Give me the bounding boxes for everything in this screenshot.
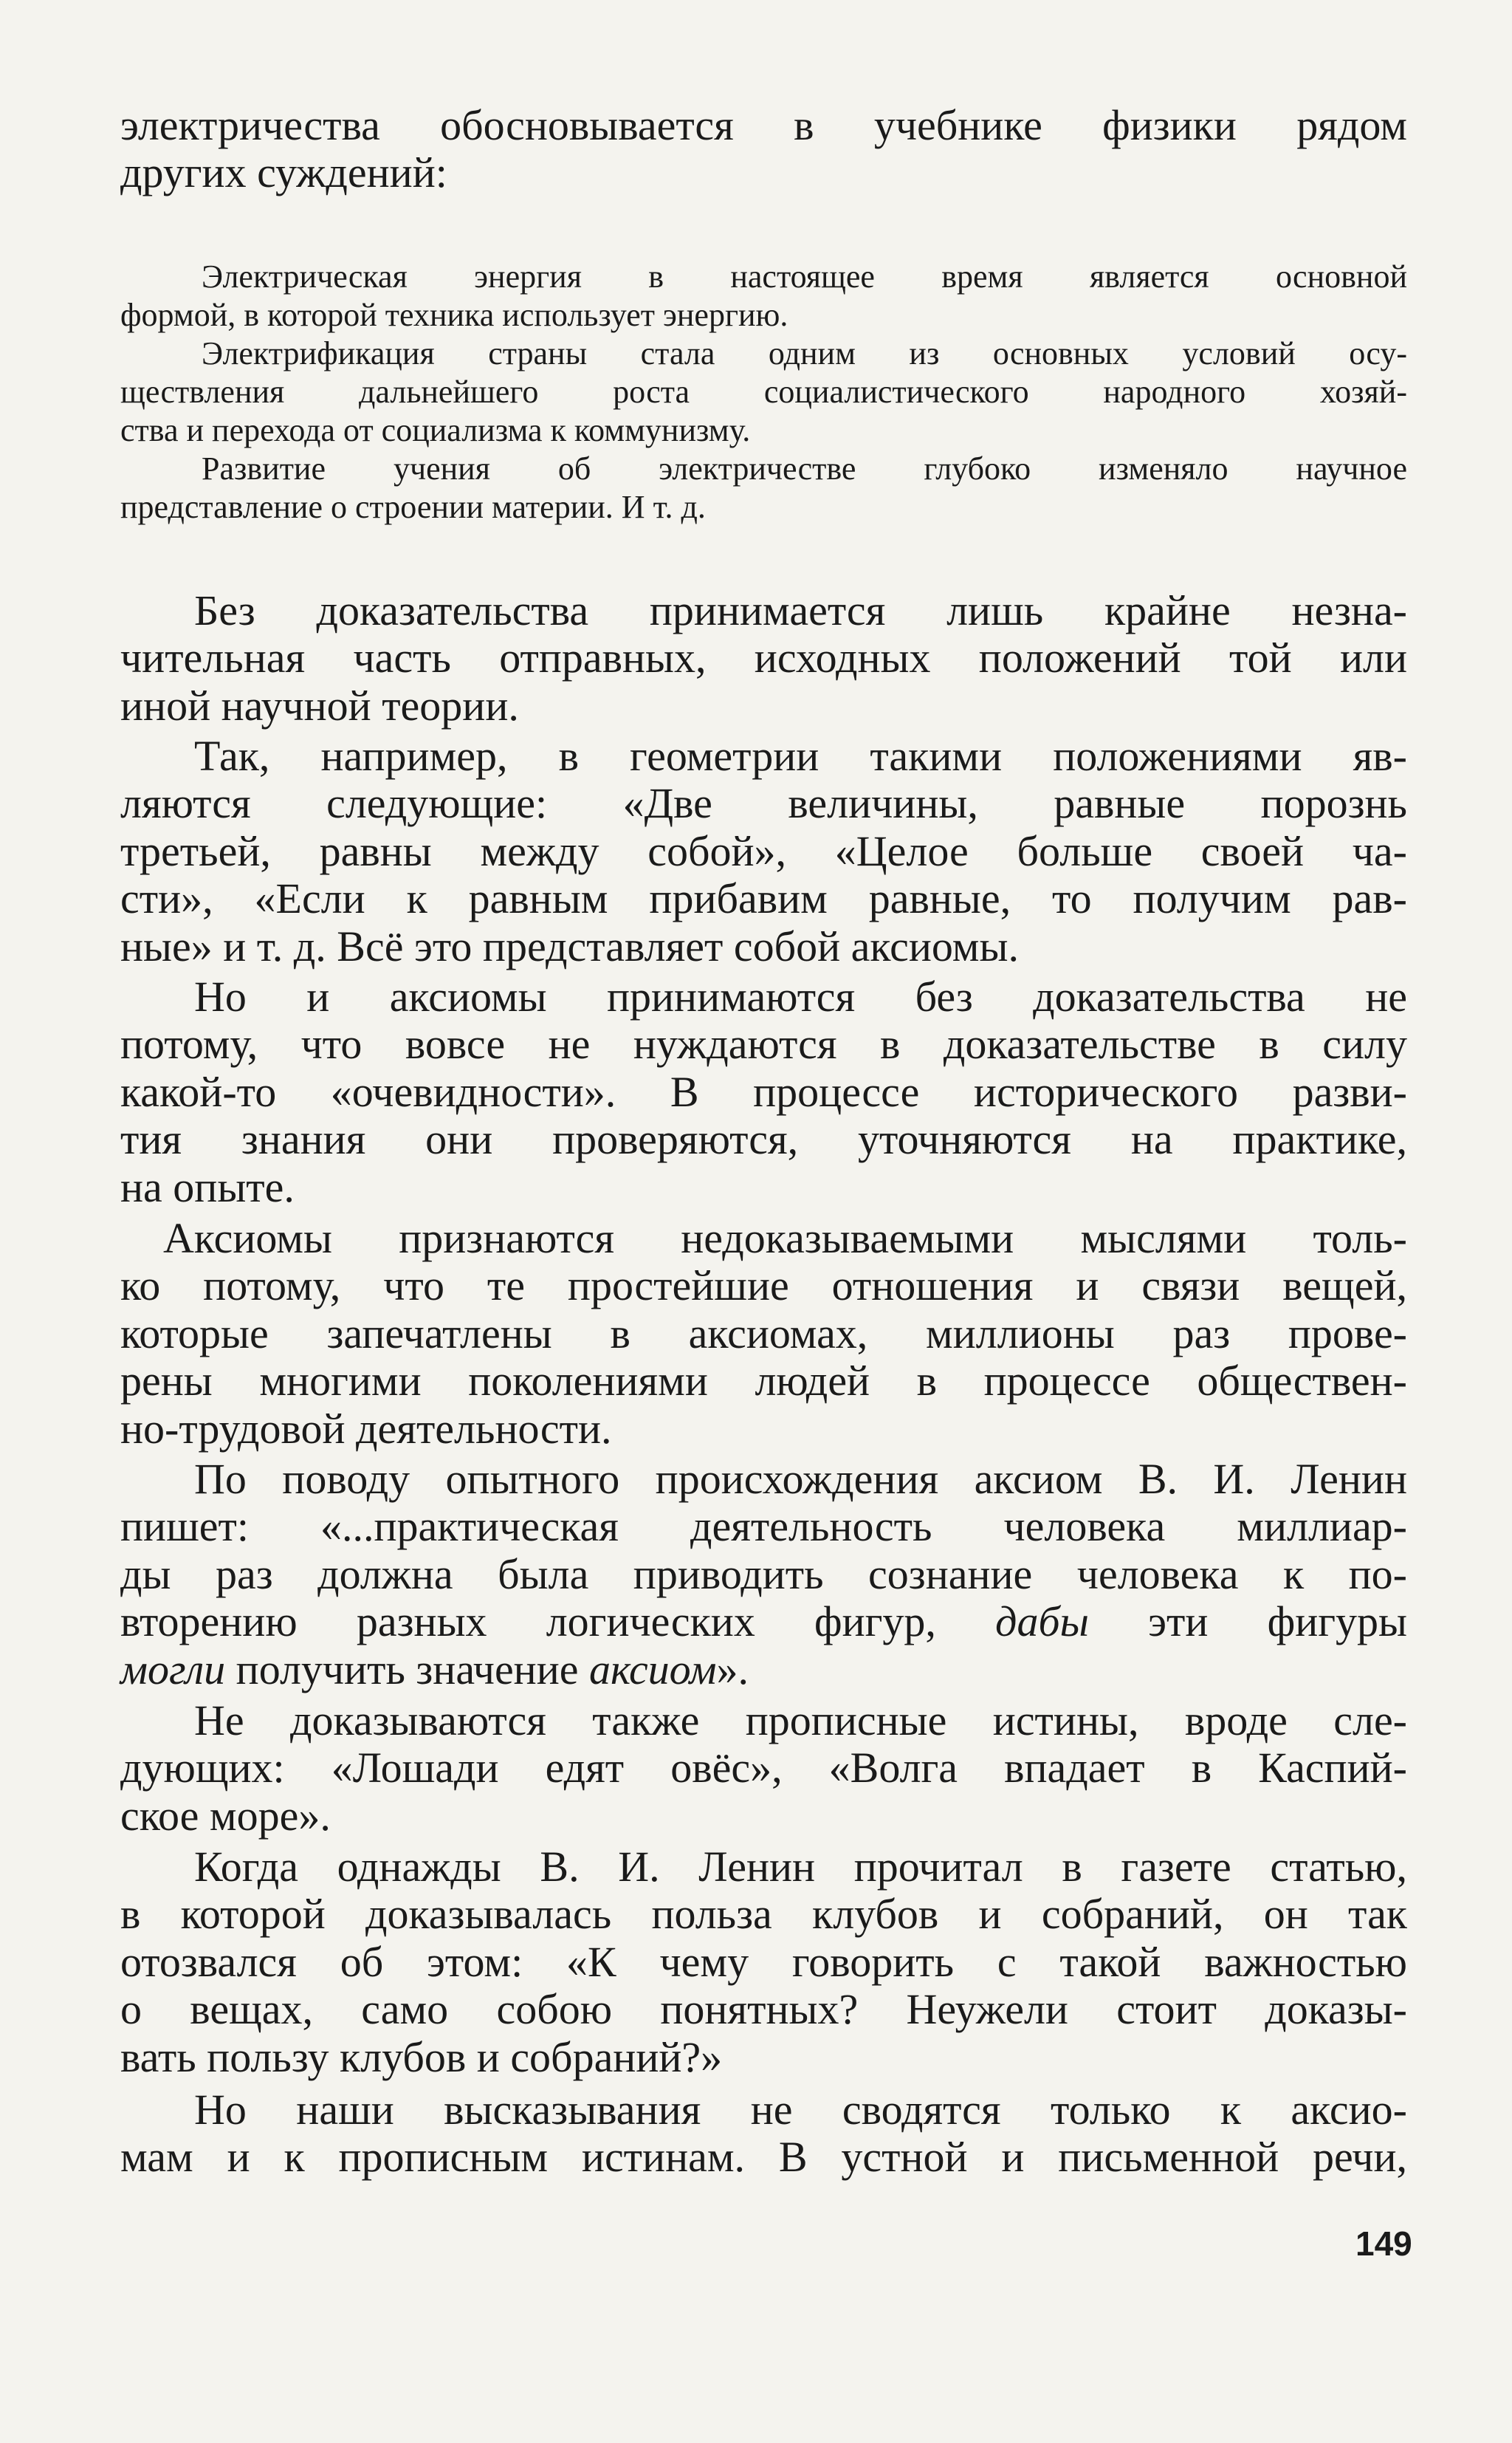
paragraph <box>120 1843 1407 2081</box>
text-line: Когда однажды В. И. Ленин прочитал в газете статью, <box>194 1843 1407 1891</box>
text-line: иной научной теории. <box>120 681 519 730</box>
text-line: Так, например, в геометрии такими положениями яв- <box>194 732 1407 780</box>
text-line: По поводу опытного происхождения аксиом В. И. Ленин <box>194 1455 1407 1503</box>
text-line: формой, в которой техника использует энергию. <box>120 297 788 333</box>
paragraph <box>120 973 1407 1211</box>
text-line: Но наши высказывания не сводятся только к аксио- <box>194 2086 1407 2134</box>
text-line <box>120 1646 1407 1693</box>
intro-paragraph <box>120 102 1407 197</box>
text-line: в которой доказывалась польза клубов и собраний, он так <box>120 1890 1407 1939</box>
paragraph <box>120 1697 1407 1840</box>
text-line: ляются следующие: «Две величины, равные порознь <box>120 779 1407 828</box>
text-run: вторению разных логических фигур, <box>120 1597 996 1646</box>
text-line: на опыте. <box>120 1162 295 1211</box>
paragraph <box>120 1456 1407 1693</box>
text-line: тия знания они проверяются, уточняются на практике, <box>120 1115 1407 1164</box>
text-line: Аксиомы признаются недоказываемыми мыслями толь- <box>163 1214 1407 1262</box>
paragraph <box>120 2086 1407 2182</box>
quoted-passage <box>120 258 1407 527</box>
text-line: ства и перехода от социализма к коммунизму. <box>120 412 751 448</box>
paragraph <box>120 1215 1407 1453</box>
text-line: но-трудовой деятельности. <box>120 1404 612 1453</box>
text-line: которые запечатлены в аксиомах, миллионы раз прове- <box>120 1309 1407 1357</box>
text-line: Электрическая энергия в настоящее время является основной <box>202 258 1407 295</box>
text-line: мам и к прописным истинам. В устной и письменной речи, <box>120 2133 1407 2182</box>
text-line <box>120 1598 1407 1645</box>
paragraph <box>120 733 1407 970</box>
text-line: Не доказываются также прописные истины, вроде сле- <box>194 1696 1407 1744</box>
text-line: какой-то «очевидности». В процессе исторического разви- <box>120 1067 1407 1116</box>
text-line: о вещах, само собою понятных? Неужели стоит доказы- <box>120 1985 1407 2034</box>
italic-text: аксиом <box>589 1645 717 1693</box>
text-line: Электрификация страны стала одним из основных условий осу- <box>202 335 1407 371</box>
page-number: 149 <box>1355 2224 1412 2263</box>
text-line: электричества обосновывается в учебнике физики рядом <box>120 101 1407 149</box>
text-line: потому, что вовсе не нуждаются в доказательстве в силу <box>120 1020 1407 1069</box>
text-line: ные» и т. д. Всё это представляет собой аксиомы. <box>120 922 1019 970</box>
text-line: третьей, равны между собой», «Целое больше своей ча- <box>120 826 1407 875</box>
paragraph <box>120 587 1407 730</box>
text-line: вать пользу клубов и собраний?» <box>120 2032 723 2081</box>
text-line: чительная часть отправных, исходных положений той или <box>120 634 1407 682</box>
text-line: Без доказательства принимается лишь крайне незна- <box>194 586 1407 634</box>
text-line: Развитие учения об электричестве глубоко изменяло научное <box>202 450 1407 487</box>
text-line: ды раз должна была приводить сознание человека к по- <box>120 1549 1407 1598</box>
text-line: других суждений: <box>120 148 447 197</box>
text-line: ществления дальнейшего роста социалистического народного хозяй- <box>120 374 1407 410</box>
text-line: отозвался об этом: «К чему говорить с такой важностью <box>120 1937 1407 1986</box>
text-line: пишет: «...практическая деятельность человека миллиар- <box>120 1502 1407 1551</box>
text-line: дующих: «Лошади едят овёс», «Волга впадает в Каспий- <box>120 1744 1407 1792</box>
text-line: рены многими поколениями людей в процессе обществен- <box>120 1357 1407 1405</box>
text-run: эти фигуры <box>1088 1597 1407 1646</box>
text-run: получить значение <box>225 1645 590 1693</box>
text-line: представление о строении материи. И т. д. <box>120 489 706 525</box>
text-line: ко потому, что те простейшие отношения и связи вещей, <box>120 1261 1407 1310</box>
text-line: сти», «Если к равным прибавим равные, то получим рав- <box>120 874 1407 923</box>
italic-text: могли <box>120 1645 226 1693</box>
italic-text: дабы <box>995 1597 1089 1646</box>
text-run: ». <box>716 1645 749 1693</box>
text-line: Но и аксиомы принимаются без доказательства не <box>194 973 1407 1021</box>
text-line: ское море». <box>120 1791 331 1840</box>
